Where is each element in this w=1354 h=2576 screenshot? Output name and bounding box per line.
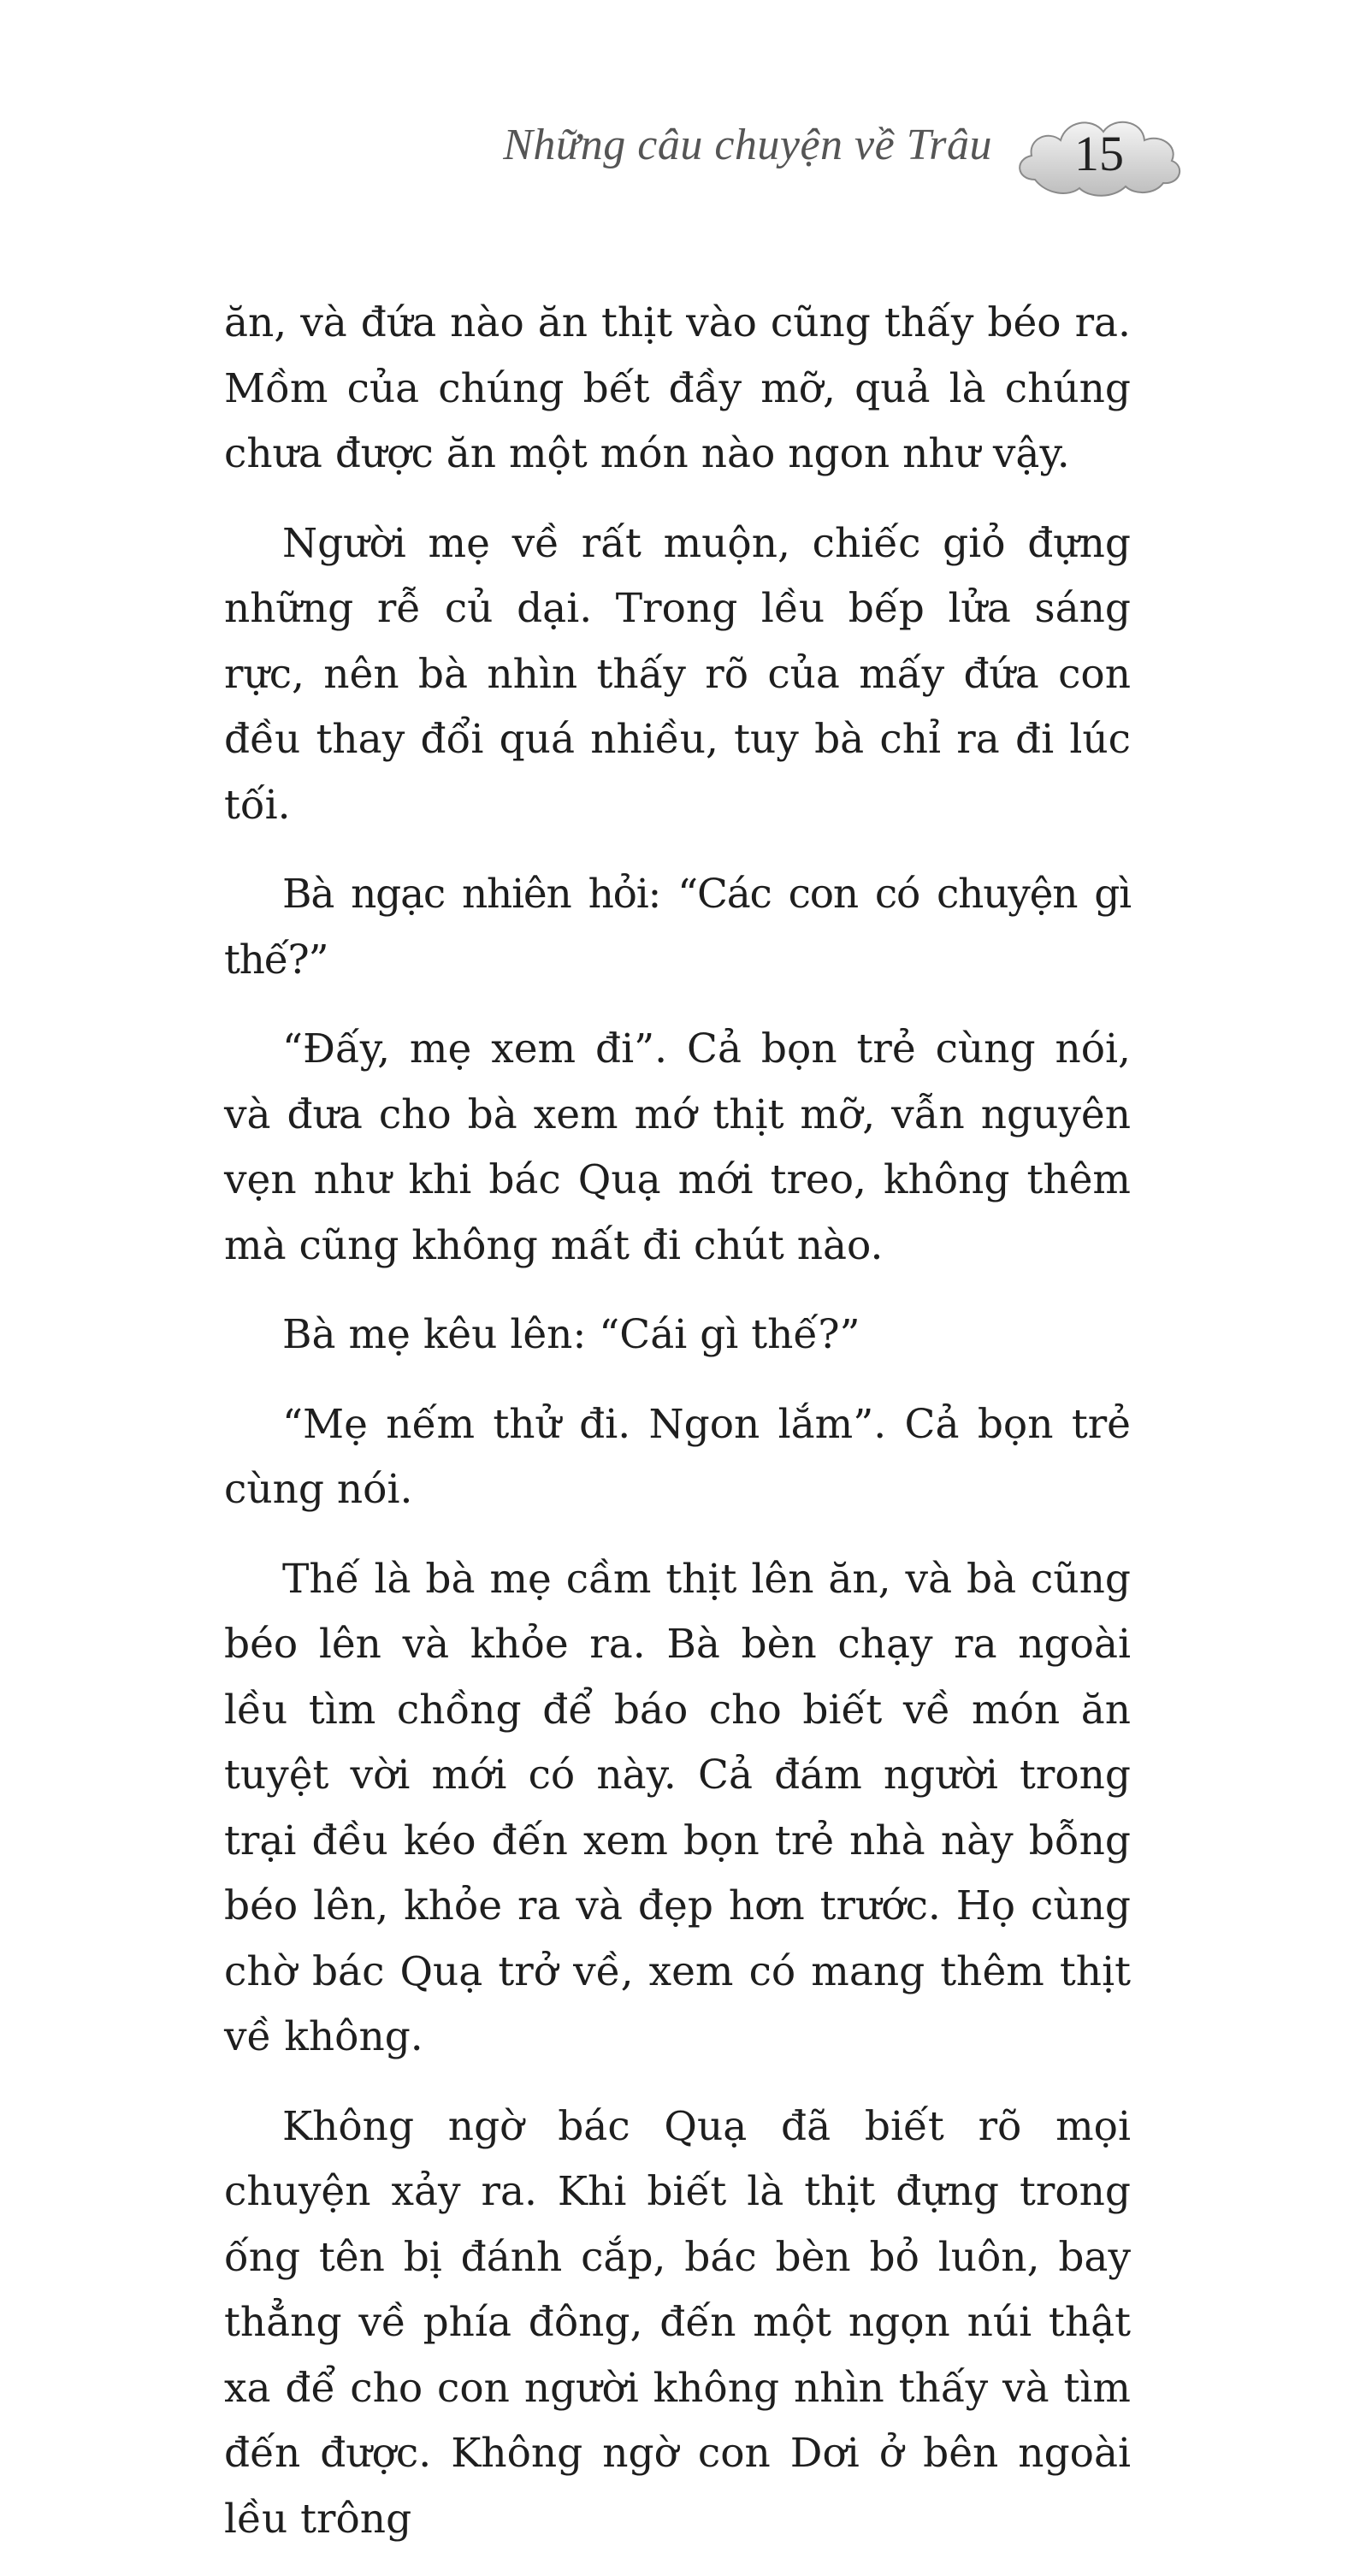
page-number-badge — [1009, 109, 1189, 204]
paragraph-5: Bà mẹ kêu lên: “Cái gì thế?” — [282, 1311, 860, 1358]
paragraph-3: Bà ngạc nhiên hỏi: “Các con có chuyện gì thế?” — [224, 871, 1131, 984]
running-header-title: Những câu chuyện về Trâu — [503, 121, 992, 169]
paragraph-8: Không ngờ bác Quạ đã biết rõ mọi chuyện xảy ra. Khi biết là thịt đựng trong ống tên bị đánh cắp, bác bèn bỏ luôn, bay thẳng về phía đông, đến một ngọn núi thật xa để cho con người không nhìn thấy và tìm đến được. Không ngờ con Dơi ở bên ngoài lều trông — [224, 2102, 1131, 2543]
paragraph-4: “Đấy, mẹ xem đi”. Cả bọn trẻ cùng nói, và đưa cho bà xem mớ thịt mỡ, vẫn nguyên vẹn như khi bác Quạ mới treo, không thêm mà cũng không mất đi chút nào. — [224, 1025, 1131, 1269]
paragraph-6: “Mẹ nếm thử đi. Ngon lắm”. Cả bọn trẻ cùng nói. — [224, 1400, 1131, 1513]
paragraph-1: ăn, và đứa nào ăn thịt vào cũng thấy béo ra. Mồm của chúng bết đầy mỡ, quả là chúng chưa được ăn một món nào ngon như vậy. — [224, 299, 1131, 477]
page-number: 15 — [1074, 126, 1124, 181]
paragraph-2: Người mẹ về rất muộn, chiếc giỏ đựng những rễ củ dại. Trong lều bếp lửa sáng rực, nên bà nhìn thấy rõ của mấy đứa con đều thay đổi quá nhiều, tuy bà chỉ ra đi lúc tối. — [224, 519, 1131, 829]
paragraph-7: Thế là bà mẹ cầm thịt lên ăn, và bà cũng béo lên và khỏe ra. Bà bèn chạy ra ngoài lều tìm chồng để báo cho biết về món ăn tuyệt vời mới có này. Cả đám người trong trại đều kéo đến xem bọn trẻ nhà này bỗng béo lên, khỏe ra và đẹp hơn trước. Họ cùng chờ bác Quạ trở về, xem có mang thêm thịt về không. — [224, 1555, 1131, 2060]
body-text — [224, 291, 1131, 2576]
